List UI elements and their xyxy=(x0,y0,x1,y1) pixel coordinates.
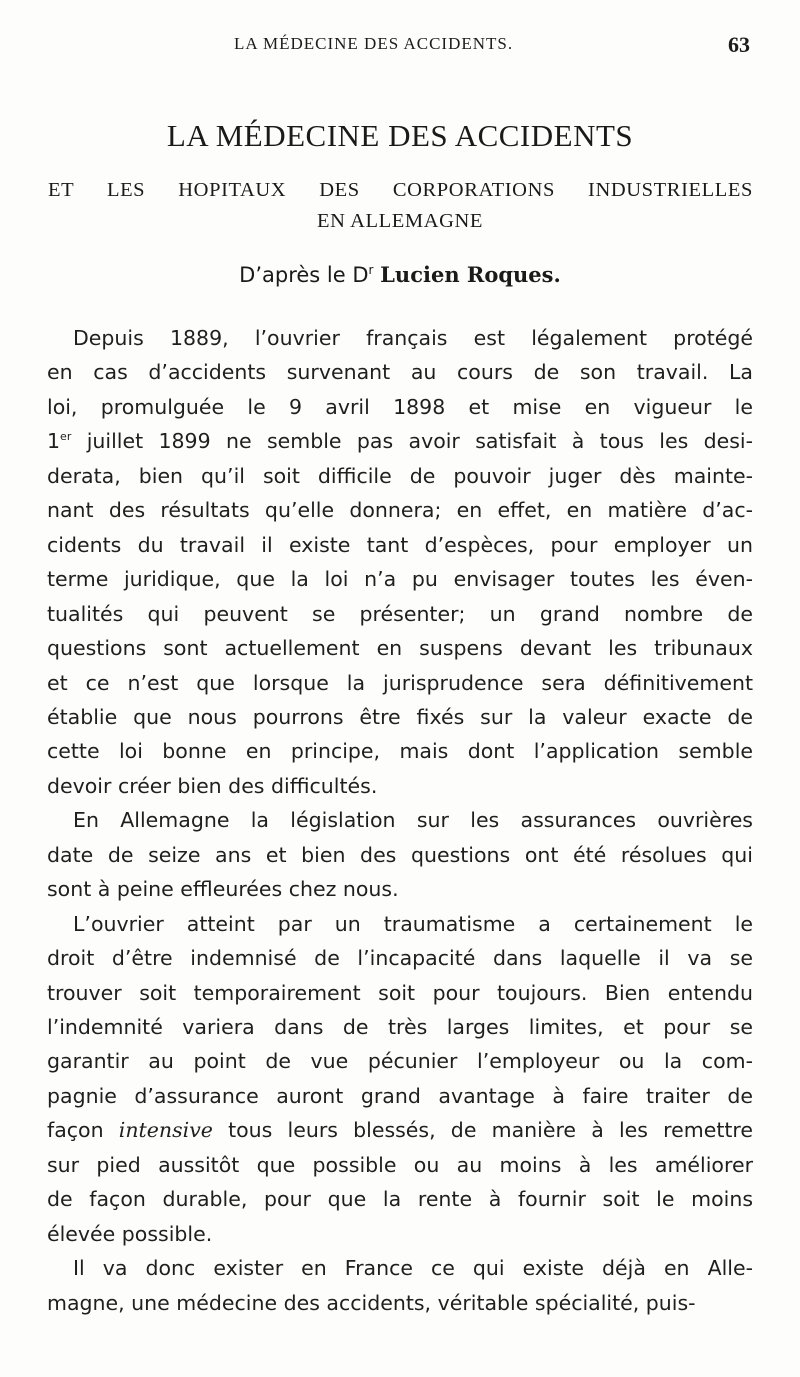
line-text: cette loi bonne en principe, mais dont l’application semble xyxy=(47,739,753,764)
line-text: l’indemnité variera dans de très larges limites, et pour se xyxy=(47,1015,753,1039)
line-text: Depuis 1889, l’ouvrier français est légalement protégé xyxy=(73,326,753,350)
text-line xyxy=(47,1084,753,1112)
page-number: 63 xyxy=(728,32,750,57)
text-line xyxy=(47,429,753,457)
line-prefix: façon xyxy=(47,1118,119,1143)
byline-author: Lucien Roques. xyxy=(380,262,561,287)
text-line xyxy=(47,1049,753,1077)
line-text: juillet 1899 ne semble pas avoir satisfait à tous les desi- xyxy=(71,429,753,454)
article-subtitle-line2: EN ALLEMAGNE xyxy=(316,210,484,232)
text-line xyxy=(47,1153,753,1181)
line-text: Il va donc exister en France ce qui existe déjà en Alle- xyxy=(73,1256,753,1281)
line-text: droit d’être indemnisé de l’incapacité dans laquelle il va se xyxy=(47,946,753,971)
text-line xyxy=(47,1118,753,1146)
running-title: LA MÉDECINE DES ACCIDENTS. xyxy=(234,34,514,53)
text-line xyxy=(47,533,753,561)
text-line xyxy=(47,671,753,699)
byline-prefix: D’après le D xyxy=(239,263,369,287)
line-text: trouver soit temporairement soit pour toujours. Bien entendu xyxy=(47,980,753,1005)
line-prefix: 1 xyxy=(47,429,61,454)
line-text: garantir au point de vue pécunier l’employeur ou la com- xyxy=(47,1049,753,1074)
byline xyxy=(0,262,800,287)
line-text: cidents du travail il existe tant d’espèces, pour employer un xyxy=(47,532,753,557)
text-line xyxy=(47,843,753,871)
line-text: pagnie d’assurance auront grand avantage à faire traiter de xyxy=(47,1083,753,1108)
text-line xyxy=(47,464,753,492)
line-text: L’ouvrier atteint par un traumatisme a certainement le xyxy=(73,911,753,936)
line-superscript: er xyxy=(60,430,72,444)
line-text: devoir créer bien des difficultés. xyxy=(47,773,378,798)
article-subtitle-line1: ET LES HOPITAUX DES CORPORATIONS INDUSTRIELLES xyxy=(48,179,753,201)
text-line xyxy=(47,1222,753,1250)
line-text: de façon durable, pour que la rente à fournir soit le moins xyxy=(47,1187,753,1212)
text-line xyxy=(73,326,753,354)
line-text: tualités qui peuvent se présenter; un grand nombre de xyxy=(47,601,753,626)
text-line xyxy=(47,1291,753,1319)
text-line xyxy=(47,774,753,802)
line-text: établie que nous pourrons être fixés sur la valeur exacte de xyxy=(47,704,753,729)
line-text: date de seize ans et bien des questions ont été résolues qui xyxy=(47,842,753,867)
line-text: en cas d’accidents survenant au cours de son travail. La xyxy=(47,360,753,385)
line-text: nant des résultats qu’elle donnera; en effet, en matière d’ac- xyxy=(47,498,753,523)
line-text: questions sont actuellement en suspens devant les tribunaux xyxy=(47,636,753,661)
line-text: magne, une médecine des accidents, véritable spécialité, puis- xyxy=(47,1290,696,1315)
text-line xyxy=(47,567,753,595)
text-line xyxy=(73,1256,753,1284)
line-text: tous leurs blessés, de manière à les remettre xyxy=(212,1118,753,1143)
byline-sup: r xyxy=(368,263,374,277)
line-text: derata, bien qu’il soit difficile de pouvoir juger dès mainte- xyxy=(47,463,753,488)
line-text: élevée possible. xyxy=(47,1221,213,1246)
text-line xyxy=(47,705,753,733)
text-line xyxy=(47,395,753,423)
line-text: sur pied aussitôt que possible ou au moins à les améliorer xyxy=(47,1152,753,1177)
text-line xyxy=(47,877,753,905)
text-line xyxy=(73,912,753,940)
text-line xyxy=(47,1187,753,1215)
text-line xyxy=(47,981,753,1009)
text-line xyxy=(47,1015,753,1043)
line-text: terme juridique, que la loi n’a pu envisager toutes les éven- xyxy=(47,567,753,592)
article-title: LA MÉDECINE DES ACCIDENTS xyxy=(166,118,634,153)
line-text: En Allemagne la législation sur les assurances ouvrières xyxy=(73,808,753,833)
line-text: et ce n’est que lorsque la jurisprudence sera définitivement xyxy=(47,670,753,695)
text-line xyxy=(47,602,753,630)
line-text: sont à peine effleurées chez nous. xyxy=(47,877,399,902)
line-text: loi, promulguée le 9 avril 1898 et mise en vigueur le xyxy=(47,394,753,419)
line-emphasis: intensive xyxy=(118,1118,213,1143)
text-line xyxy=(47,739,753,767)
running-head xyxy=(0,34,800,64)
text-line xyxy=(47,498,753,526)
text-line xyxy=(47,636,753,664)
text-line xyxy=(47,360,753,388)
text-line xyxy=(73,808,753,836)
text-line xyxy=(47,946,753,974)
